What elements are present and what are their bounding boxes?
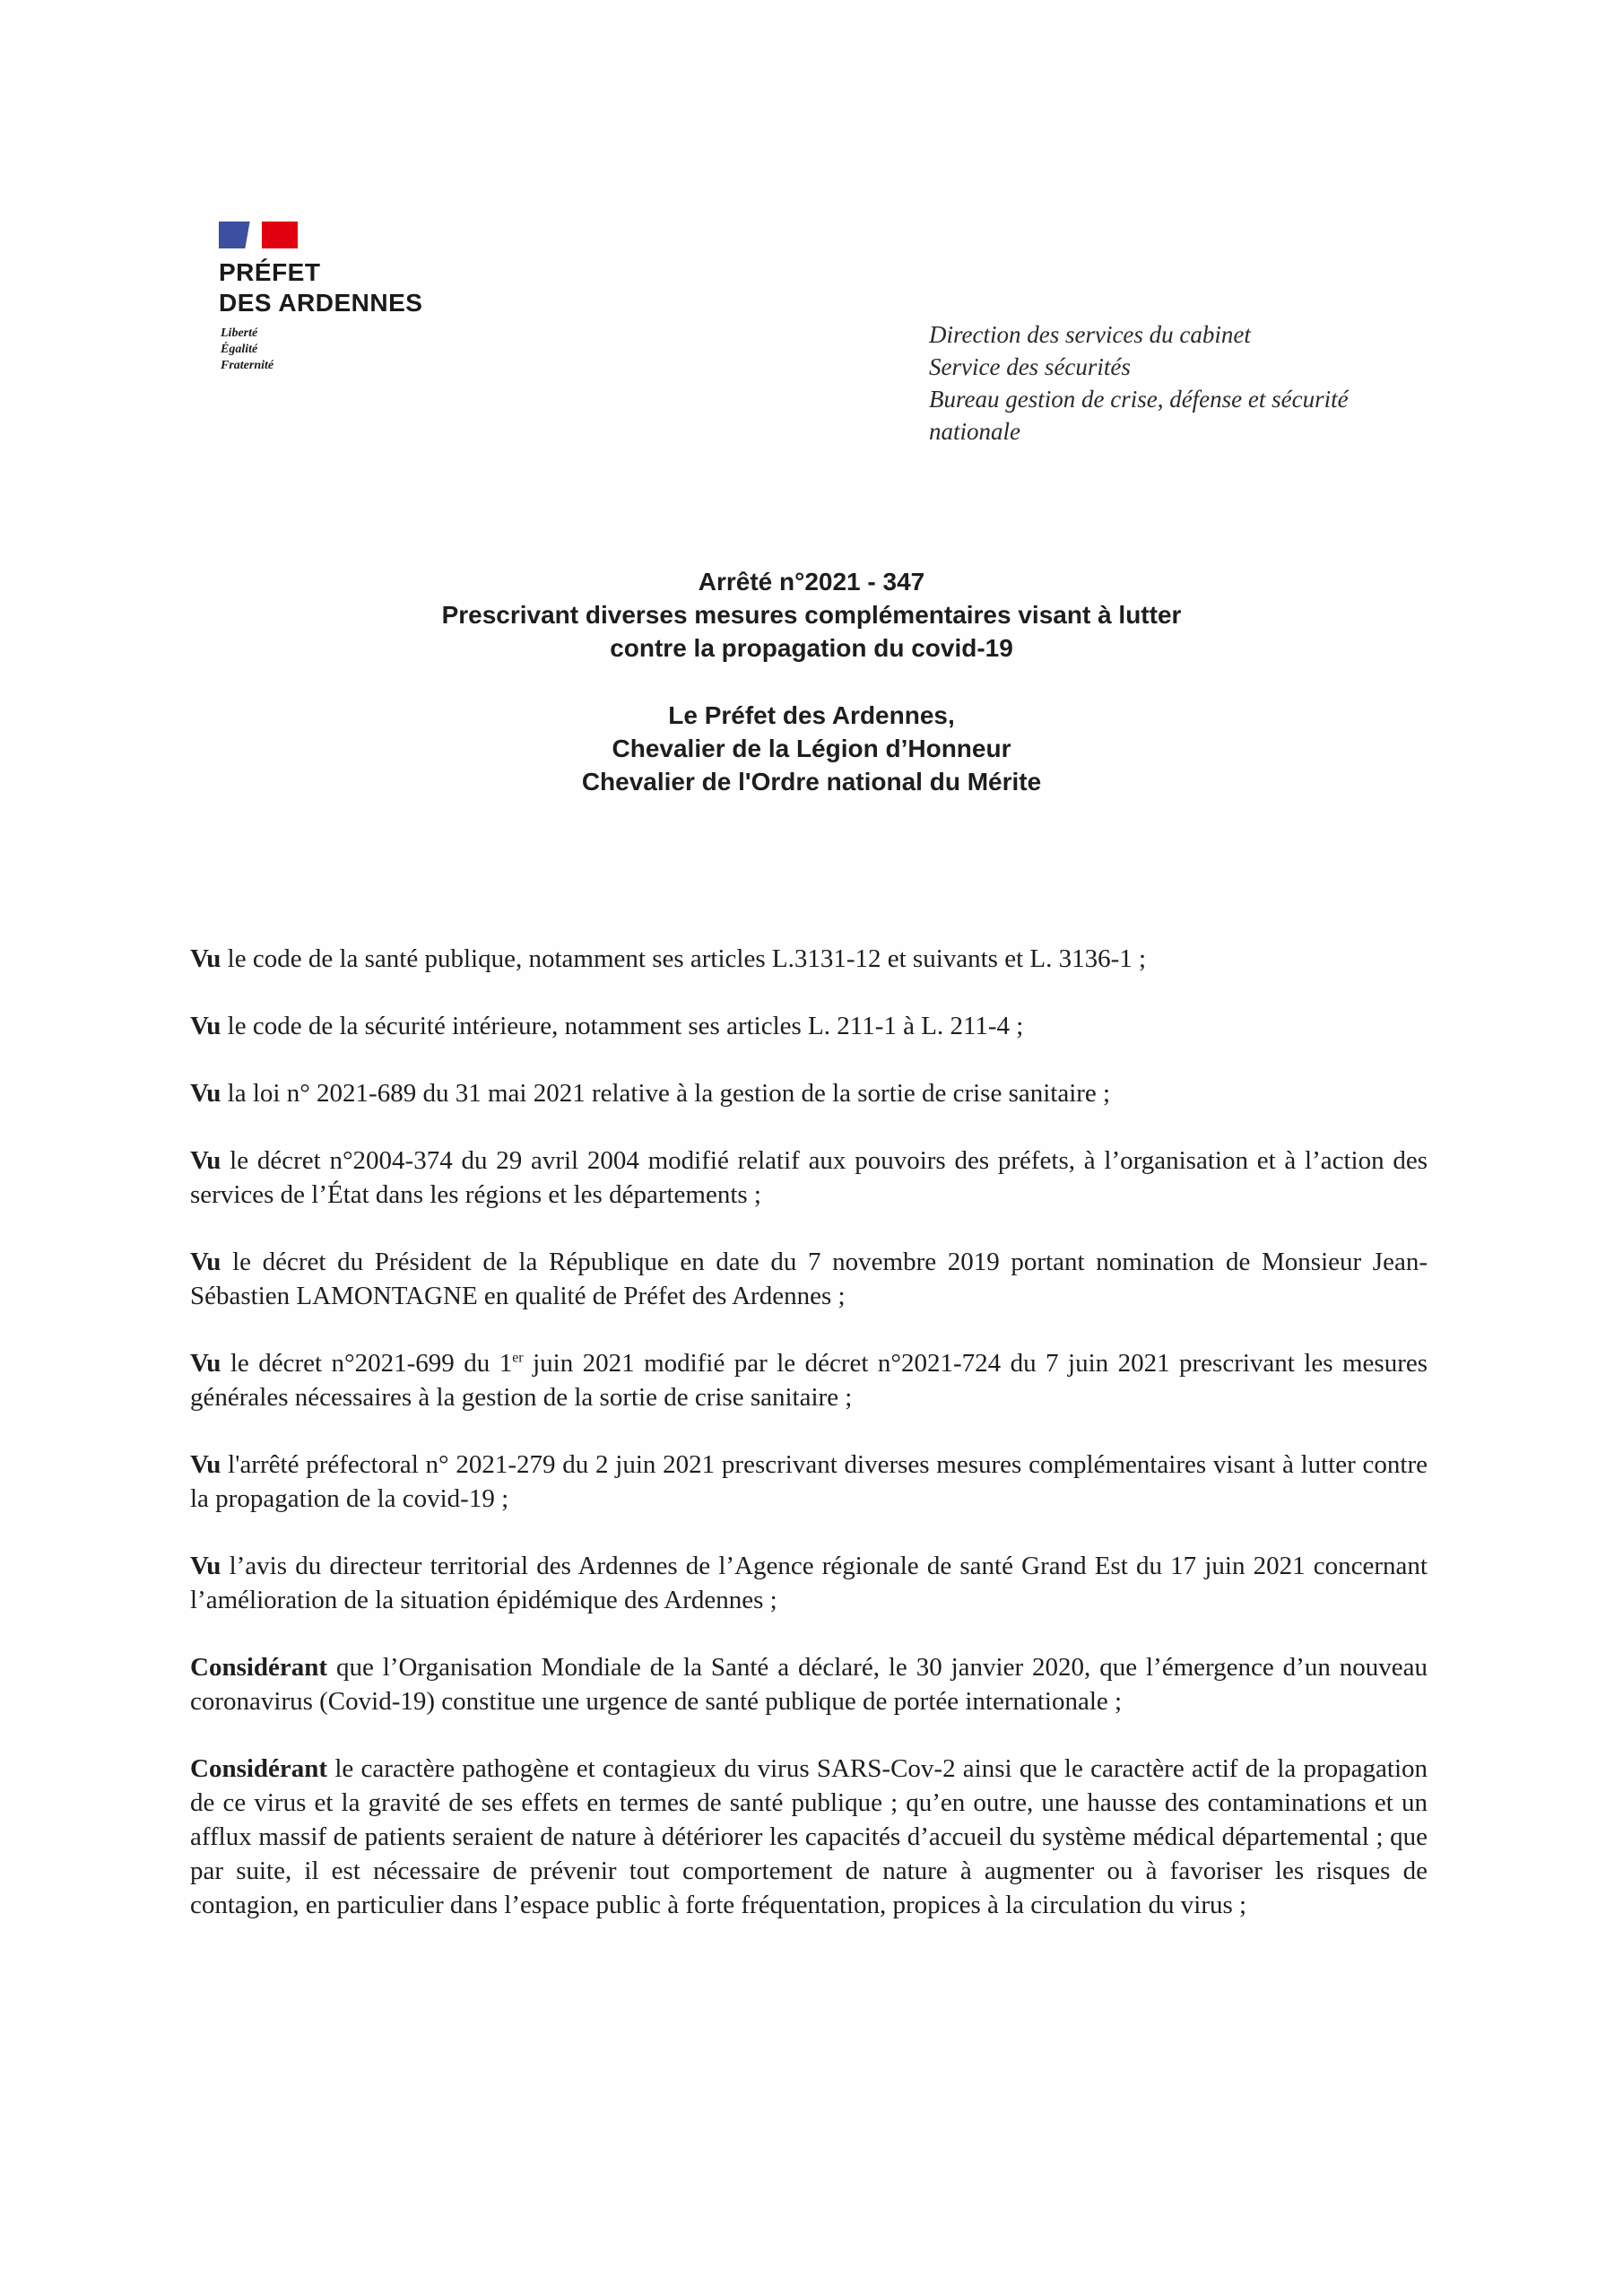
paragraph-vu-1 xyxy=(190,942,1428,976)
marianne-flag-icon xyxy=(219,220,298,250)
paragraph-lead: Vu xyxy=(190,1450,221,1479)
direction-line-2: Service des sécurités xyxy=(929,353,1131,380)
prefecture-logo xyxy=(219,220,488,374)
paragraph-text: que l’Organisation Mondiale de la Santé a déclaré, le 30 janvier 2020, que l’émergence d’un nouveau coronavirus (Covid-19) constitue une urgence de santé publique de portée internationale ; xyxy=(190,1653,1428,1716)
motto-liberte: Liberté xyxy=(221,326,258,340)
paragraph-lead: Vu xyxy=(190,944,221,973)
paragraph-text: le code de la santé publique, notamment ses articles L.3131-12 et suivants et L. 3136-1 ; xyxy=(221,944,1147,973)
paragraph-text: le décret n°2004-374 du 29 avril 2004 modifié relatif aux pouvoirs des préfets, à l’organisation et à l’action des services de l’État dans les régions et les départements ; xyxy=(190,1146,1428,1209)
logo-motto xyxy=(221,326,488,374)
paragraph-lead: Vu xyxy=(190,1552,221,1580)
paragraph-text: le code de la sécurité intérieure, notamment ses articles L. 211-1 à L. 211-4 ; xyxy=(221,1012,1024,1040)
paragraph-lead: Vu xyxy=(190,1146,221,1175)
paragraph-text: le décret n°2021-699 du 1 xyxy=(221,1349,513,1378)
decree-subject-line1: Prescrivant diverses mesures complémentaires visant à lutter xyxy=(441,601,1182,629)
paragraph-lead: Vu xyxy=(190,1248,221,1276)
decree-subject-line2: contre la propagation du covid-19 xyxy=(610,634,1013,662)
motto-egalite: Égalité xyxy=(221,343,258,356)
motto-fraternite: Fraternité xyxy=(221,359,274,372)
logo-title-line2: DES ARDENNES xyxy=(219,289,423,317)
issuing-department xyxy=(929,318,1449,448)
direction-line-1: Direction des services du cabinet xyxy=(929,321,1251,348)
paragraph-lead: Considérant xyxy=(190,1653,328,1682)
paragraph-vu-2 xyxy=(190,1009,1428,1043)
paragraph-lead: Vu xyxy=(190,1012,221,1040)
paragraph-text: le caractère pathogène et contagieux du virus SARS-Cov-2 ainsi que le caractère actif de la propagation de ce virus et la gravité de ses effets en termes de santé publique ; qu’en outre, une hausse des contaminations et un afflux massif de patients seraient de nature à détériorer les capacités d’accueil du système médical départemental ; que par suite, il est nécessaire de prévenir tout comportement de nature à augmenter ou à favoriser les risques de contagion, en particulier dans l’espace public à forte fréquentation, propices à la circulation du virus ; xyxy=(190,1754,1428,1919)
paragraph-vu-3 xyxy=(190,1076,1428,1110)
paragraph-text: l’avis du directeur territorial des Ardennes de l’Agence régionale de santé Grand Est du 17 juin 2021 concernant l’amélioration de la situation épidémique des Ardennes ; xyxy=(190,1552,1428,1614)
authority-line2: Chevalier de la Légion d’Honneur xyxy=(612,735,1011,762)
paragraph-considerant-1 xyxy=(190,1650,1428,1718)
direction-line-4: nationale xyxy=(929,418,1020,445)
paragraph-lead: Vu xyxy=(190,1349,221,1378)
authority-line3: Chevalier de l'Ordre national du Mérite xyxy=(581,768,1042,796)
decree-title-block xyxy=(0,565,1623,798)
paragraph-text: l'arrêté préfectoral n° 2021-279 du 2 juin 2021 prescrivant diverses mesures complémentaires visant à lutter contre la propagation de la covid-19 ; xyxy=(190,1450,1428,1513)
decree-number: Arrêté n°2021 - 347 xyxy=(698,568,925,596)
paragraph-vu-5 xyxy=(190,1245,1428,1313)
paragraph-text: le décret du Président de la République en date du 7 novembre 2019 portant nomination de Monsieur Jean-Sébastien LAMONTAGNE en qualité de Préfet des Ardennes ; xyxy=(190,1248,1428,1310)
paragraph-vu-4 xyxy=(190,1144,1428,1212)
paragraph-lead: Considérant xyxy=(190,1754,328,1783)
decree-body xyxy=(190,942,1428,1955)
logo-title-line1: PRÉFET xyxy=(219,258,321,286)
authority-line1: Le Préfet des Ardennes, xyxy=(668,701,955,729)
paragraph-considerant-2 xyxy=(190,1752,1428,1922)
direction-line-3: Bureau gestion de crise, défense et sécurité xyxy=(929,386,1349,413)
ordinal-superscript: er xyxy=(512,1350,524,1366)
paragraph-lead: Vu xyxy=(190,1079,221,1108)
paragraph-vu-8 xyxy=(190,1549,1428,1617)
paragraph-vu-6 xyxy=(190,1346,1428,1414)
paragraph-vu-7 xyxy=(190,1448,1428,1516)
paragraph-text-cont: juin 2021 modifié par le décret n°2021-724 du 7 juin 2021 prescrivant les mesures générales nécessaires à la gestion de la sortie de crise sanitaire ; xyxy=(190,1349,1428,1412)
paragraph-text: la loi n° 2021-689 du 31 mai 2021 relative à la gestion de la sortie de crise sanitaire ; xyxy=(221,1079,1111,1108)
